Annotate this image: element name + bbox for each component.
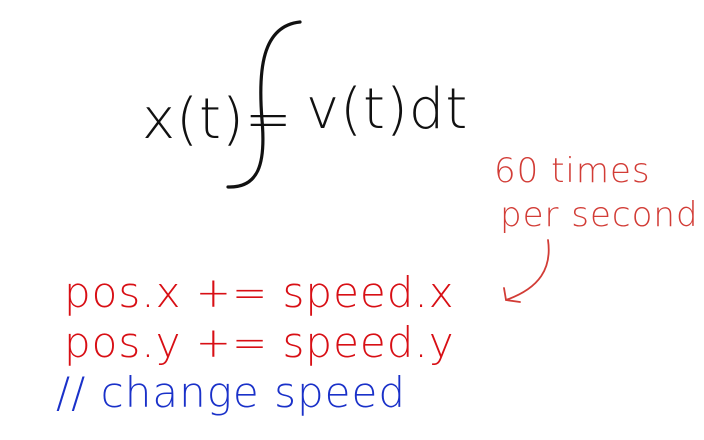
code-line-pos-y: pos.y += speed.y [64,318,455,367]
code-comment-change-speed: // change speed [56,368,406,417]
annotation-line-2: per second [500,195,699,235]
code-line-pos-x: pos.x += speed.x [64,268,455,317]
formula-lhs: x(t)= [142,87,293,152]
annotation-line-1: 60 times [494,151,651,191]
formula-integrand: v(t)dt [306,77,469,142]
